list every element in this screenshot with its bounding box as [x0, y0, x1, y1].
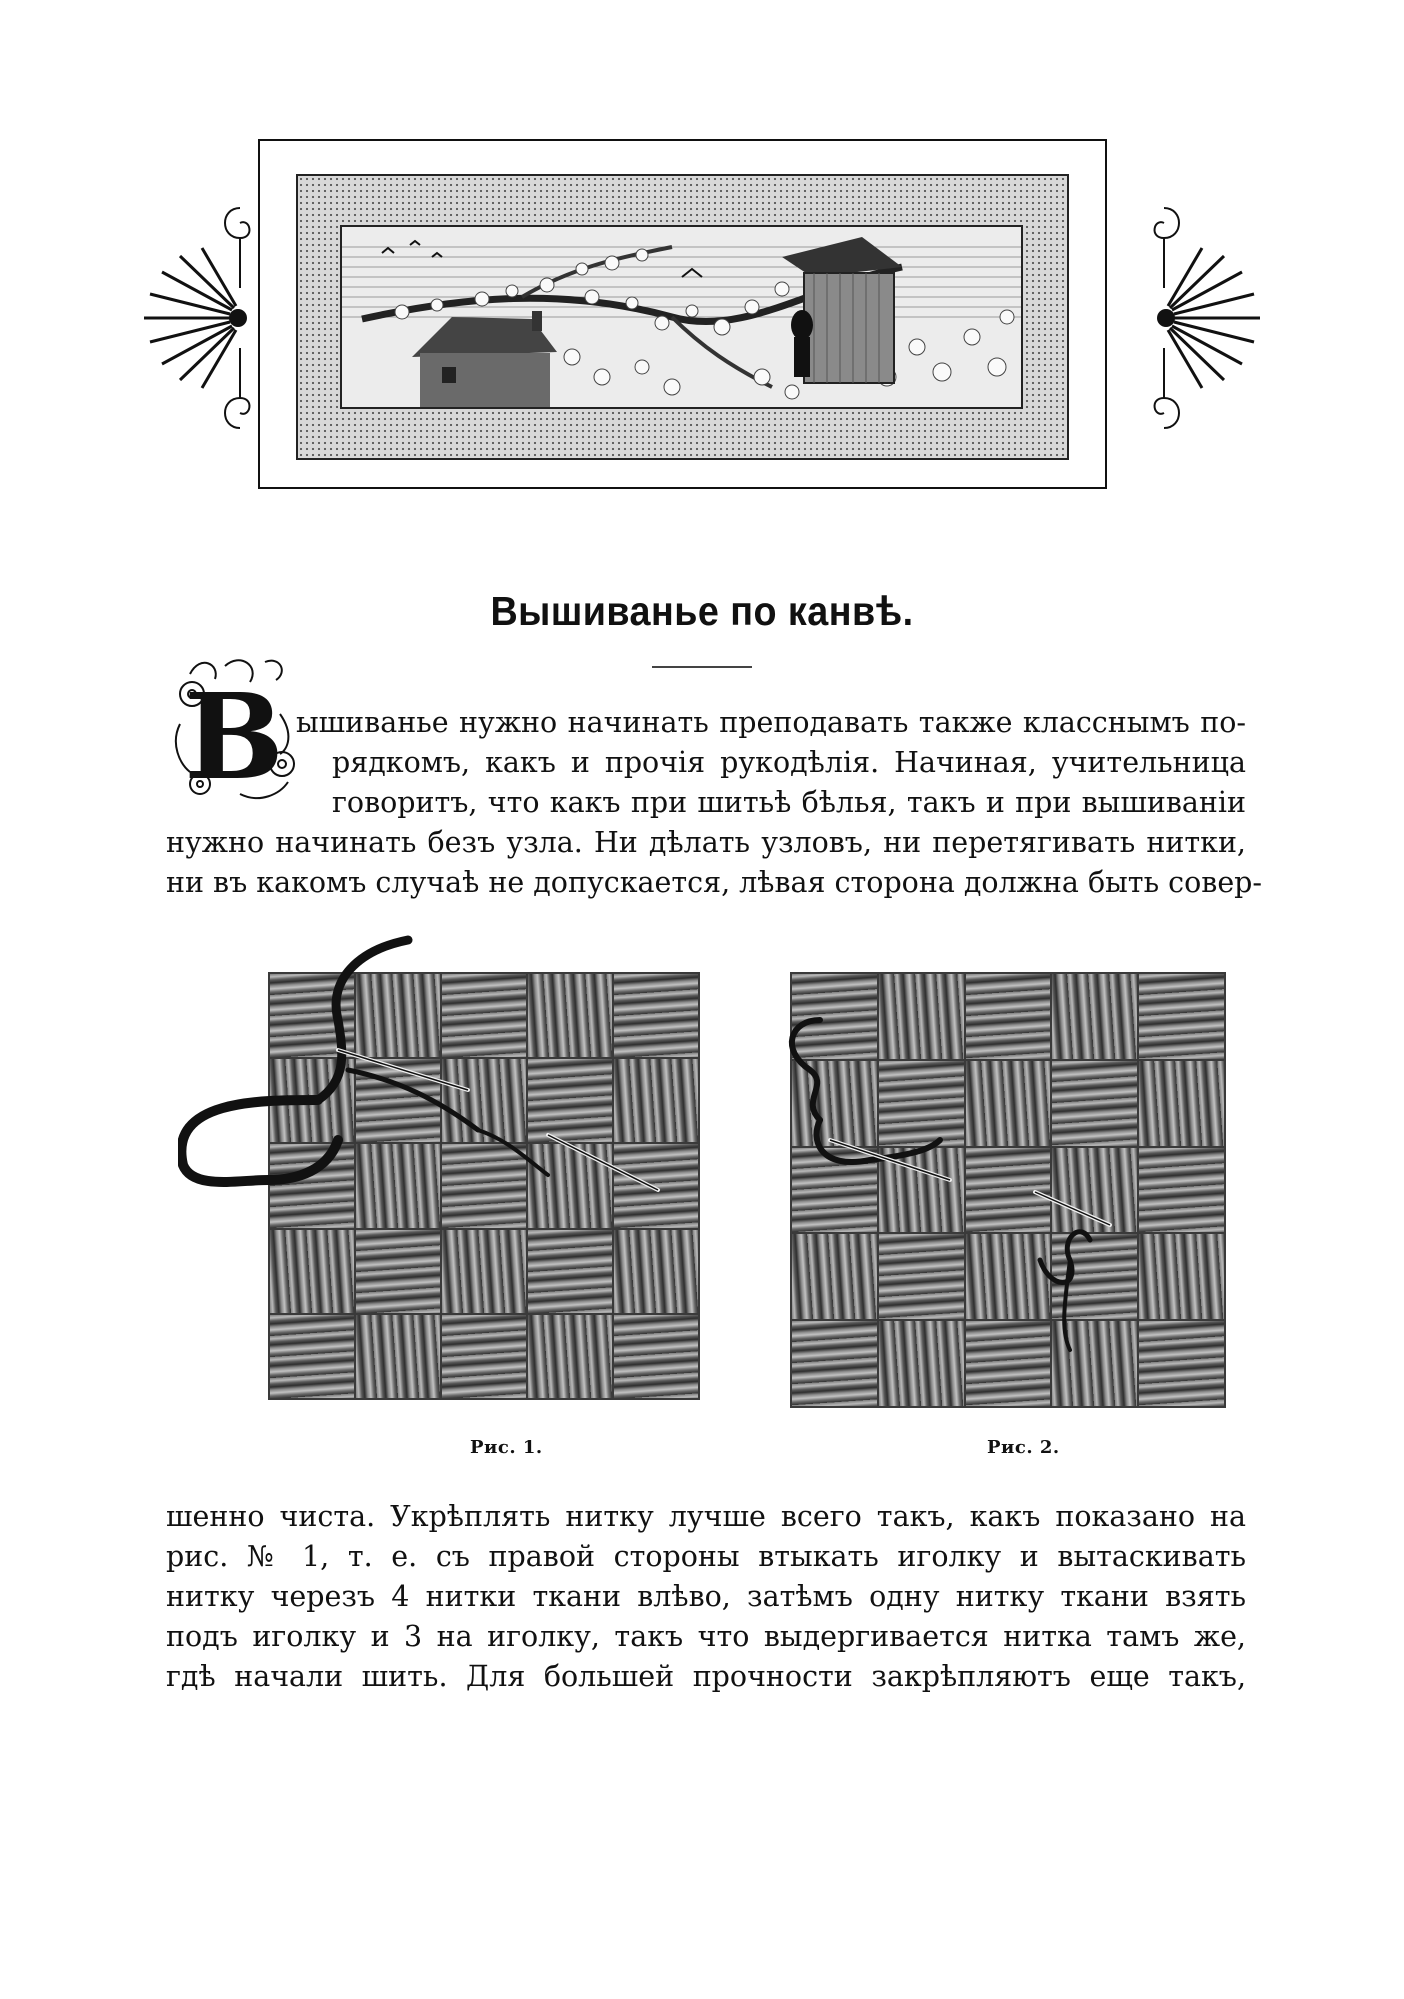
paragraph2-line-5: гдѣ начали шить. Для большей прочности закрѣпляютъ еще такъ, — [166, 1660, 1246, 1693]
paragraph1-line-3: говоритъ, что какъ при шитьѣ бѣлья, такъ и при вышиваніи — [332, 786, 1246, 819]
paragraph2-line-1: шенно чиста. Укрѣплять нитку лучше всего такъ, какъ показано на — [166, 1500, 1246, 1533]
paragraph2-line-2: рис. № 1, т. е. съ правой стороны втыкать иголку и вытаскивать — [166, 1540, 1246, 1573]
paragraph1-line-5: ни въ какомъ случаѣ не допускается, лѣвая сторона должна быть совер- — [166, 866, 1263, 899]
figure-1-canvas-grid — [268, 972, 700, 1400]
figure-1-caption: Рис. 1. — [470, 1437, 543, 1458]
paragraph1-line-4: нужно начинать безъ узла. Ни дѣлать узловъ, ни перетягивать нитки, — [166, 826, 1246, 859]
paragraph2-line-4: подъ иголку и 3 на иголку, такъ что выдергивается нитка тамъ же, — [166, 1620, 1246, 1653]
dropcap-letter: В — [184, 667, 284, 804]
figure-2-caption: Рис. 2. — [987, 1437, 1060, 1458]
heading-divider — [652, 666, 752, 668]
paragraph1-line-2: рядкомъ, какъ и прочія рукодѣлія. Начиная, учительница — [332, 746, 1246, 779]
figure-1 — [178, 930, 738, 1410]
left-fan-ornament — [140, 198, 260, 438]
dropcap-ornament — [170, 654, 298, 804]
figure-2 — [780, 960, 1240, 1420]
figure-2-canvas-grid — [790, 972, 1226, 1408]
right-fan-ornament — [1144, 198, 1264, 438]
page-heading: Вышиванье по канвѣ. — [490, 588, 914, 634]
header-illustration — [340, 225, 1023, 409]
paragraph2-line-3: нитку черезъ 4 нитки ткани влѣво, затѣмъ одну нитку ткани взять — [166, 1580, 1246, 1613]
paragraph1-line-1: ышиванье нужно начинать преподавать также класснымъ по- — [296, 706, 1246, 739]
